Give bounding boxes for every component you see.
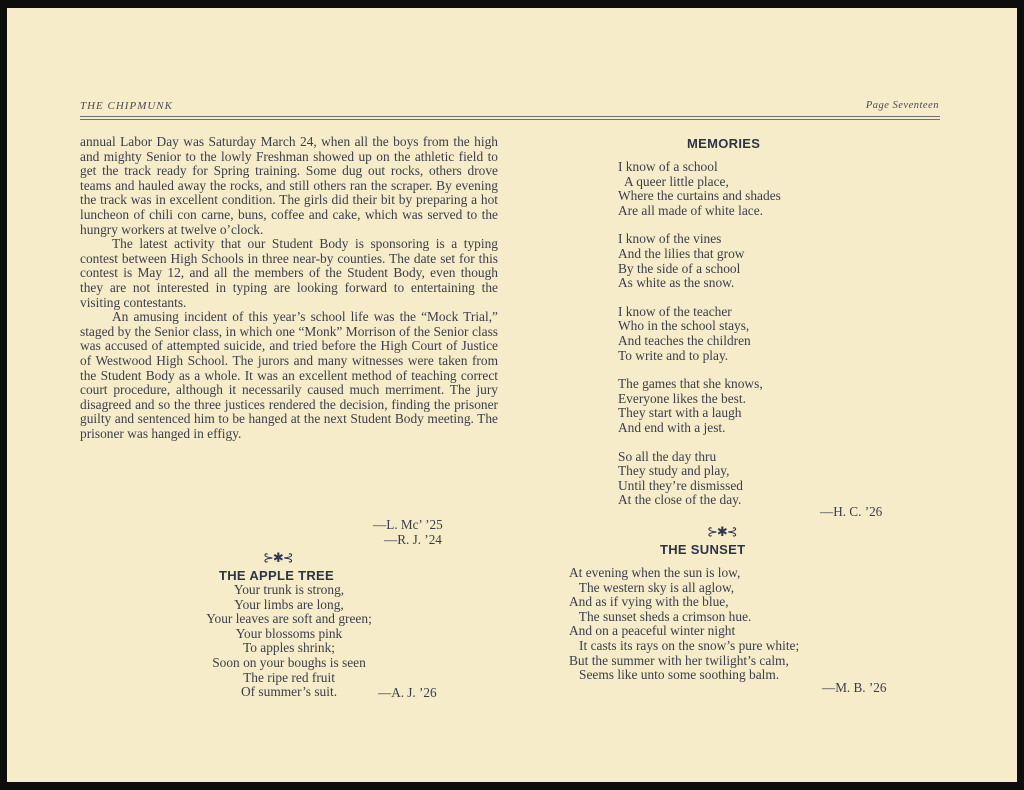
poem-line: Until they’re dismissed [618,477,743,493]
apple-tree-title: THE APPLE TREE [219,568,334,583]
publication-title: THE CHIPMUNK [80,100,173,112]
page-number: Page Seventeen [865,100,939,111]
poem-stanza [618,232,878,290]
ornament-divider: ⊱✱⊰ [263,550,293,565]
poem-line: I know of a school [618,159,718,174]
poem-line: To write and to play. [618,347,729,363]
poem-line: Your blossoms pink [235,625,343,641]
poem-line: At the close of the day. [618,492,742,508]
document-page [7,8,1017,782]
article-paragraph: The latest activity that our Student Body is sponsoring is a typing contest between High Schools in three near-by counties. The date set for this contest is May 12, and all the members of the Student Body, even though they are not interested in typing are looking forward to entertaining the visiting contestants. [80,236,498,310]
poem-stanza [618,450,878,508]
memories-poem [618,160,878,522]
poem-line: But the summer with her twilight’s calm, [569,652,789,668]
poem-stanza [618,305,878,363]
poem-line: And teaches the children [618,332,751,348]
memories-author: —H. C. ’26 [820,504,883,519]
apple-tree-author: —A. J. ’26 [378,685,437,700]
poem-line: They study and play, [618,463,730,479]
poem-line: The ripe red fruit [243,669,335,685]
poem-line: And end with a jest. [618,419,726,435]
header-rule [80,116,940,117]
poem-line: By the side of a school [618,260,741,276]
poem-line: And on a peaceful winter night [569,623,736,639]
article-signature: —R. J. ’24 [384,532,442,547]
poem-line: The games that she knows, [618,376,763,392]
poem-line: Are all made of white lace. [618,202,763,218]
poem-line: The western sky is all aglow, [569,579,735,595]
poem-line: To apples shrink; [242,640,336,656]
header-rule-double [80,119,940,120]
poem-line: At evening when the sun is low, [569,565,741,580]
poem-line: I know of the vines [618,231,722,247]
poem-stanza [618,160,878,218]
poem-line: As white as the snow. [618,275,735,291]
sunset-title: THE SUNSET [660,542,746,557]
poem-line: Who in the school stays, [618,318,750,334]
sunset-author: —M. B. ’26 [822,680,887,695]
poem-line: I know of the teacher [618,303,732,319]
article-paragraph: annual Labor Day was Saturday March 24, when all the boys from the high and mighty Senior to the lowly Freshman showed up on the athletic field to get the track ready for Spring training. Some dug out rocks, others drove teams and hauled away the rocks, and still others ran the scraper. By evening the track was in excellent condition. The girls did their bit by preparing a hot luncheon of chili con carne, buns, coffee and cake, which was served to the hungry workers at twelve o’clock. [80,134,498,237]
poem-line: Where the curtains and shades [618,188,781,204]
poem-line: They start with a laugh [618,405,742,421]
article-signature: —L. Mc’ ’25 [373,517,443,532]
poem-line: Your leaves are soft and green; [206,611,372,627]
poem-line: Seems like unto some soothing balm. [569,667,780,683]
poem-line: Soon on your boughs is seen [212,654,366,670]
poem-line: Everyone likes the best. [618,390,746,406]
memories-title: MEMORIES [687,136,761,151]
poem-line: Your limbs are long, [234,596,344,612]
poem-line: It casts its rays on the snow’s pure white; [569,637,800,653]
poem-line: Of summer’s suit. [240,684,338,700]
poem-line: So all the day thru [618,448,717,464]
article-body [80,135,498,441]
article-paragraph: An amusing incident of this year’s school life was the “Mock Trial,” staged by the Senior class, in which one “Monk” Morrison of the Senior class was accused of attempted suicide, and tried before the High Court of Justice of Westwood High School. The jurors and many witnesses were taken from the Student Body as a whole. It was an excellent method of teaching correct court procedure, although it necessarily caused much merriment. The jury disagreed and so the three justices rendered the decision, finding the prisoner guilty and sentenced him to be hanged at the next Student Body meeting. The prisoner was hanged in effigy. [80,309,498,441]
poem-line: A queer little place, [618,173,729,189]
ornament-divider: ⊱✱⊰ [707,524,737,539]
poem-line: Your trunk is strong, [233,582,345,597]
apple-tree-poem [157,583,421,700]
poem-line: The sunset sheds a crimson hue. [569,608,752,624]
poem-stanza [618,377,878,435]
poem-line: And the lilies that grow [618,245,745,261]
sunset-poem [569,566,899,683]
poem-line: And as if vying with the blue, [569,594,729,610]
